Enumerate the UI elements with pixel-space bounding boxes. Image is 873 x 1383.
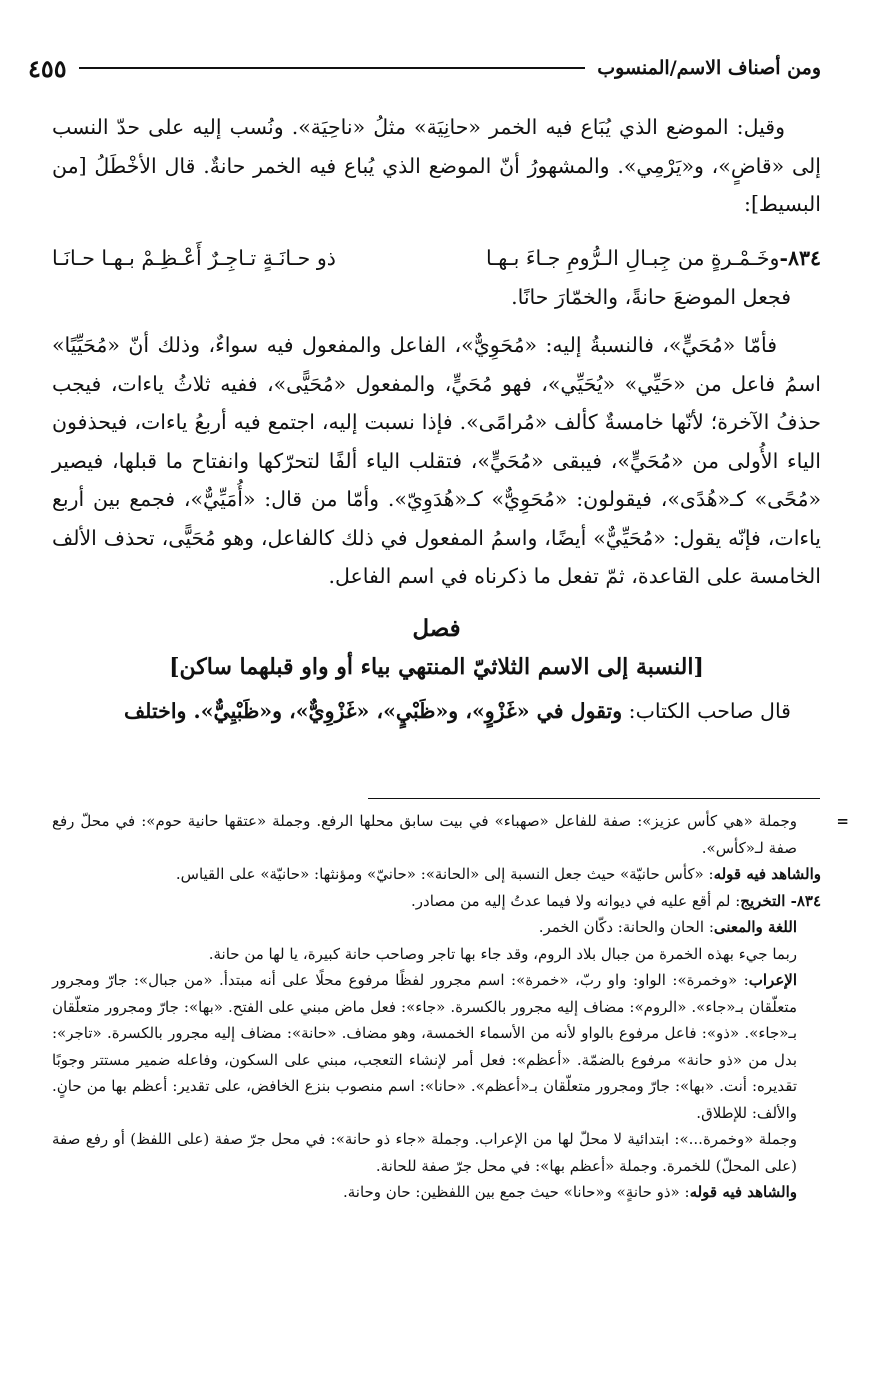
poetry-verse (52, 238, 821, 278)
header-rule (79, 67, 586, 69)
footnote-lugha (52, 914, 821, 941)
irab-label: الإعراب (748, 971, 797, 989)
footnote-line-1 (52, 808, 849, 861)
footnotes (52, 808, 849, 1206)
footnote-line-1-text: وجملة «هي كأس عزيز»: صفة للفاعل «صهباء» في بيت سابق محلها الرفع. وجملة «عتقها حانية حوم»: في محلّ رفع صفة لـ«كأس». (52, 812, 797, 857)
lugha-text: : الحان والحانة: دكّان الخمر. (538, 918, 714, 936)
paragraph-4-lead: قال صاحب الكتاب: (622, 698, 791, 723)
witness-2-label: والشاهد فيه قوله (689, 1183, 797, 1201)
lugha-label: اللغة والمعنى (713, 918, 797, 936)
witness-2-text: : «ذو حانةٍ» و«حانا» حيث جمع بين اللفظين: حان وحانة. (342, 1183, 690, 1201)
footnote-jumla: وجملة «وخمرة...»: ابتدائية لا محلّ لها من الإعراب. وجملة «جاء ذو حانة»: في محل جرّ صفة (على اللفظ) أو رفع صفة (على المحلّ) للخمرة. وجملة «أعظم بها»: في محل جرّ صفة للحانة. (52, 1130, 797, 1175)
paragraph-2: فجعل الموضعَ حانةً، والخمّارَ حانًا. (511, 284, 791, 309)
verse-second-hemistich: ذو حـانَـةٍ تـاجِـرٌ أَعْـظِـمْ بـهـا حـانَـا (52, 245, 336, 270)
verse-first-text: وخَـمْـرةٍ من جِبـالِ الـرُّومِ جـاءَ بـهـا (485, 245, 780, 270)
witness-1-label: والشاهد فيه قوله (713, 865, 821, 883)
page-header (28, 48, 821, 88)
footnote-witness-1 (52, 861, 821, 888)
footnote-meaning: ربما جيء بهذه الخمرة من جبال بلاد الروم، وقد جاء بها تاجر وصاحب حانة كبيرة، يا لها من حانة. (208, 944, 797, 963)
footnote-rule (368, 798, 820, 799)
footnote-witness-2 (52, 1179, 821, 1206)
section-title: فصل (412, 614, 461, 642)
paragraph-4 (52, 692, 821, 731)
running-head: ومن أصناف الاسم/المنسوب (597, 57, 821, 79)
paragraph-4-bold: وتقول في «غَزْوٍ»، و«ظَبْيٍ»، «غَزْوِيٌّ»، و«ظَبْيِيٌّ». واختلف (123, 698, 623, 723)
takhrij-text: : لم أقع عليه في ديوانه ولا فيما عدتُ إليه من مصادر. (411, 891, 741, 910)
footnote-continuation-mark: = (836, 812, 849, 830)
footnote-takhrij (52, 888, 821, 915)
page-number: ٤٥٥ (28, 53, 67, 83)
takhrij-label: ٨٣٤- التخريج (740, 891, 821, 910)
irab-text: : «وخمرة»: الواو: واو ربّ، «خمرة»: اسم مجرور لفظًا مرفوع محلًا على أنه مبتدأ. «من جبال»: جارّ ومجرور متعلّقان بـ«جاء». «الروم»: مضاف إليه مجرور بالكسرة. «جاء»: فعل ماض مبني على الفتح. «بها»: جارّ ومجرور متعلّقان بـ«جاء». «ذو»: فاعل مرفوع بالواو لأنه من الأسماء الخمسة، وهو مضاف. «حانة»: مضاف إليه مجرور بالكسرة. «تاجر»: بدل من «ذو حانة» مرفوع بالضمّة. «أعظم»: فعل أمر لإنشاء التعجب، مبني على السكون، وفاعله ضمير مستتر وجوبًا تقديره: أنت. «بها»: جارّ ومجرور متعلّقان بـ«أعظم». «حانا»: اسم منصوب بنزع الخافض، على تقدير: أعظم بها من حانٍ. والألف: للإطلاق. (52, 971, 797, 1122)
section-subtitle: [النسبة إلى الاسم الثلاثيّ المنتهي بياء أو واو قبلهما ساكن] (169, 653, 704, 680)
verse-number: ٨٣٤- (779, 245, 821, 270)
paragraph-1: وقيل: الموضع الذي يُبَاع فيه الخمر «حانِيَة» مثلُ «ناحِيَة». ونُسب إليه على حدّ النسب إلى «قاضٍ»، و«يَرْمِي». والمشهورُ أنّ الموضع الذي يُباع فيه الخمر حانةٌ. قال الأخْطَلُ [من البسيط]: (52, 115, 821, 216)
verse-first-hemistich (486, 238, 821, 278)
footnote-irab (52, 967, 821, 1126)
witness-1-text: : «كأس حانيّة» حيث جعل النسبة إلى «الحانة»: «حانيّ» ومؤنثها: «حانيّة» على القياس. (175, 865, 714, 883)
paragraph-3: فأمّا «مُحَيٍّ»، فالنسبةُ إليه: «مُحَوِيٌّ»، الفاعل والمفعول فيه سواءٌ، وذلك أنّ «مُحَيِّيًا» اسمُ فاعل من «حَيِّي» «يُحَيِّي»، فهو مُحَيٍّ، والمفعول «مُحَيًّى»، ففيه ثلاثُ ياءات، فيجب حذفُ الآخرة؛ لأنّها خامسةٌ كألف «مُرامًى». فإذا نسبت إليه، اجتمع فيه أربعُ ياءات، فيحذفون الياء الأُولى من «مُحَيٍّ»، فيبقى «مُحَيٍّ»، فتقلب الياء ألفًا لتحرّكها وانفتاح ما قبلها، فيصير «مُحًى» كـ«هُدًى»، فيقولون: «مُحَوِيٌّ» كـ«هُدَوِيّ». وأمّا من قال: «أُمَيِّيٌّ»، فجمع بين أربع ياءات، فإنّه يقول: «مُحَيِّيٌّ» أيضًا، واسمُ المفعول في ذلك كالفاعل، وهو مُحَيًّى، تحذف الألف الخامسة على القاعدة، ثمّ تفعل ما ذكرناه في اسم الفاعل. (52, 333, 821, 588)
main-text (52, 108, 821, 730)
